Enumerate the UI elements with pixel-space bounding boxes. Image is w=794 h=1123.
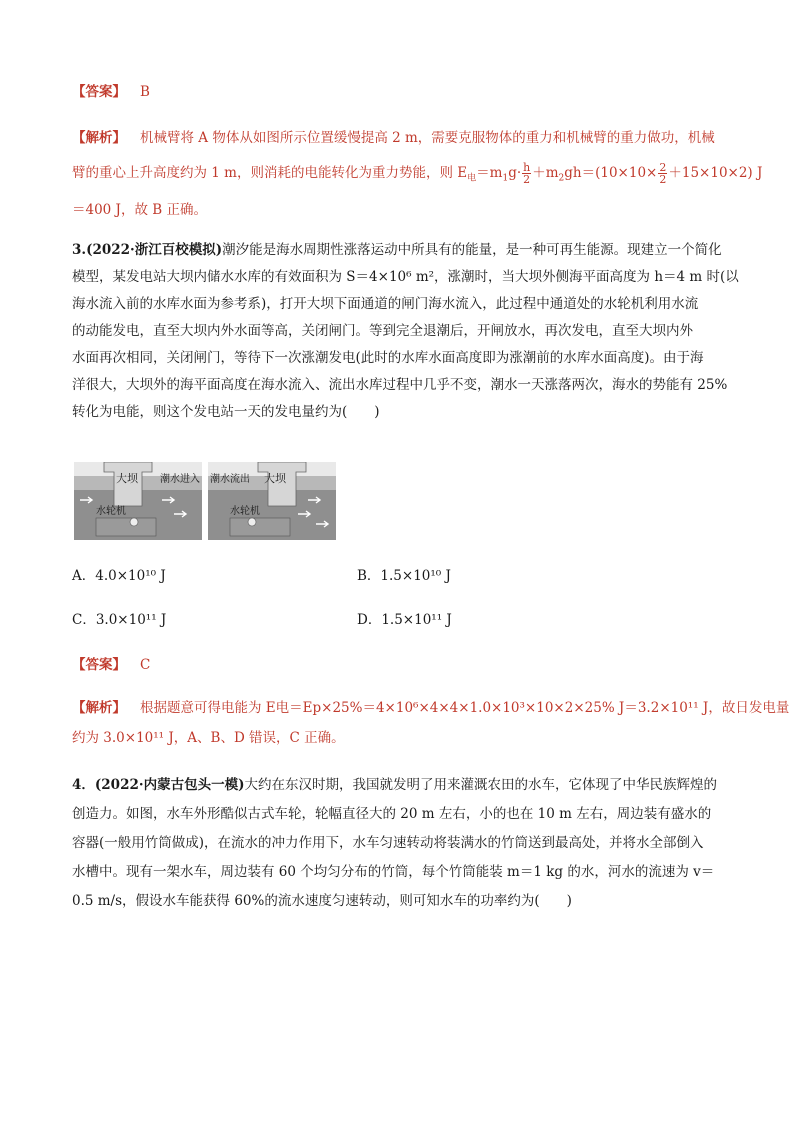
q3-analysis-line-2: 约为 3.0×10¹¹ J，A、B、D 错误，C 正确。	[72, 730, 345, 746]
q4-stem-line-3: 容器(一般用竹筒做成)，在流水的冲力作用下，水车匀速转动将装满水的竹筒送到最高处，并将水全部倒入	[72, 835, 704, 851]
fraction-2-over-2: $\frac{2}{2}$	[659, 161, 667, 186]
right-dam-label: 大坝	[264, 472, 286, 485]
q2-analysis-line-1: 【解析】 机械臂将 A 物体从如图所示位置缓慢提高 2 m，需要克服物体的重力和机械臂的重力做功，机械	[72, 130, 715, 146]
q3-stem-line-3: 海水流入前的水库水面为参考系)，打开大坝下面通道的闸门海水流入，此过程中通道处的水轮机利用水流	[72, 296, 699, 312]
figure-panel-tide-in	[74, 462, 202, 540]
q4-stem-line-1: 4．(2022·内蒙古包头一模)大约在东汉时期，我国就发明了用来灌溉农田的水车，它体现了中华民族辉煌的	[72, 777, 717, 793]
right-turbine-label: 水轮机	[230, 506, 260, 517]
q3-option-b: B．1.5×10¹⁰ J	[357, 568, 451, 584]
q3-stem-line-2: 模型，某发电站大坝内储水水库的有效面积为 S＝4×10⁶ m²，涨潮时，当大坝外侧海平面高度为 h＝4 m 时(以	[72, 269, 739, 285]
q3-stem-line-6: 洋很大，大坝外的海平面高度在海水流入、流出水库过程中几乎不变，潮水一天涨落两次，海水的势能有 25%	[72, 377, 728, 393]
q3-option-a: A．4.0×10¹⁰ J	[72, 568, 166, 584]
q2-analysis-line-3: ＝400 J，故 B 正确。	[72, 202, 207, 218]
fraction-h-over-2: $\frac{h}{2}$	[523, 161, 531, 186]
q3-number: 3.	[72, 242, 87, 258]
q3-option-c: C．3.0×10¹¹ J	[72, 612, 167, 628]
q4-stem-line-5: 0.5 m/s，假设水车能获得 60%的流水速度匀速转动，则可知水车的功率约为( )	[72, 893, 572, 909]
right-flow-label: 潮水流出	[210, 474, 250, 485]
q3-analysis-line-1: 【解析】 根据题意可得电能为 E电＝Ep×25%＝4×10⁶×4×4×1.0×10³×10×2×25% J＝3.2×10¹¹ J，故日发电量	[72, 700, 790, 716]
q2-answer-line	[72, 82, 150, 102]
q2-analysis-line-2: 臂的重心上升高度约为 1 m，则消耗的电能转化为重力势能，则 $E_电=m_1g\cdot$ $\frac{h}{2}$ $+m_2gh=(10\times 10\times$ $\frac{2}{2}$ ＋15×10×2) J	[72, 161, 763, 186]
q3-option-d: D．1.5×10¹¹ J	[357, 612, 452, 628]
q3-source: (2022·浙江百校模拟)	[86, 242, 223, 258]
q4-stem-line-4: 水槽中。现有一架水车，周边装有 60 个均匀分布的竹筒，每个竹筒能装 m＝1 kg 的水，河水的流速为 v＝	[72, 864, 715, 880]
q3-stem-line-4: 的动能发电，直至大坝内外水面等高，关闭闸门。等到完全退潮后，开闸放水，再次发电，直至大坝内外	[72, 323, 693, 339]
q3-stem-line-5: 水面再次相同，关闭闸门，等待下一次涨潮发电(此时的水库水面高度即为涨潮前的水库水面高度)。由于海	[72, 350, 704, 366]
q3-stem-line-1: 3.(2022·浙江百校模拟)潮汐能是海水周期性涨落运动中所具有的能量，是一种可再生能源。现建立一个简化	[72, 242, 722, 258]
figure-panel-tide-out	[208, 462, 336, 540]
left-dam-label: 大坝	[116, 472, 138, 485]
q4-number: 4．	[72, 777, 95, 793]
left-turbine-label: 水轮机	[96, 506, 126, 517]
tidal-dam-figure	[74, 462, 336, 540]
q3-answer-line: 【答案】 C	[72, 657, 151, 673]
q3-answer-value: C	[140, 657, 151, 673]
answer-label: 【答案】	[72, 84, 126, 100]
q4-source: (2022·内蒙古包头一模)	[94, 777, 245, 793]
left-flow-label: 潮水进入	[160, 474, 200, 485]
q3-stem-line-7: 转化为电能，则这个发电站一天的发电量约为( )	[72, 404, 380, 420]
analysis-label: 【解析】	[72, 130, 126, 146]
q4-stem-line-2: 创造力。如图，水车外形酷似古式车轮，轮幅直径大的 20 m 左右，小的也在 10 m 左右，周边装有盛水的	[72, 806, 712, 822]
q2-answer-value: B	[140, 84, 150, 100]
